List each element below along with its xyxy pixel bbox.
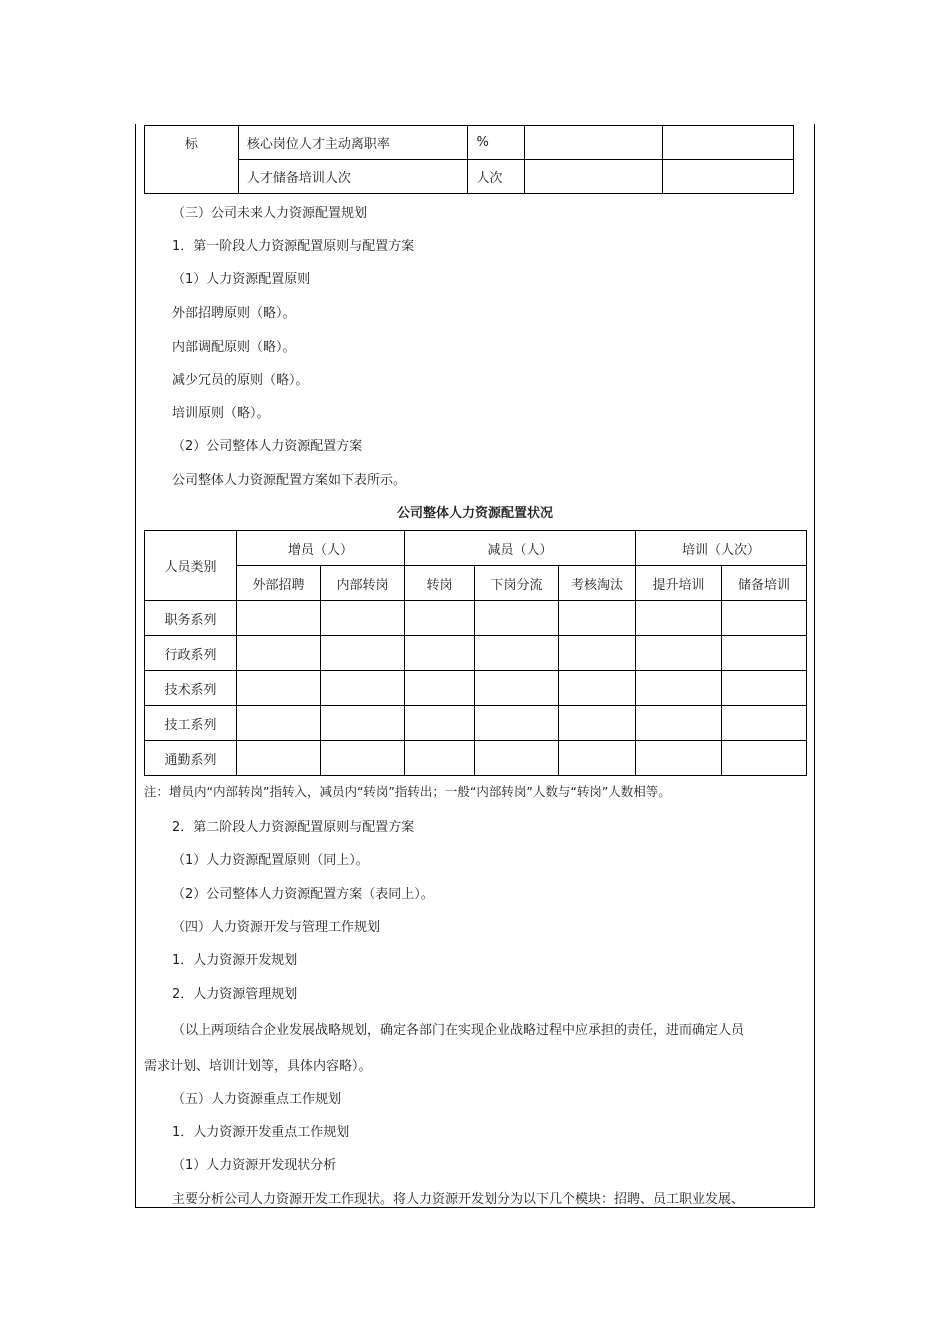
empty-cell <box>237 741 321 776</box>
empty-cell <box>636 671 722 706</box>
table-header-row <box>145 531 807 566</box>
subsection-heading: 1．第一阶段人力资源配置原则与配置方案 <box>172 239 415 254</box>
subsection-heading: （1）人力资源开发现状分析 <box>172 1158 337 1173</box>
header-group: 培训（人次） <box>636 531 807 566</box>
subsection-heading: （2）公司整体人力资源配置方案 <box>172 439 363 454</box>
empty-cell <box>525 126 663 160</box>
header-subhead: 转岗 <box>405 566 475 601</box>
table-row <box>145 601 807 636</box>
indicator-unit: % <box>468 126 525 160</box>
paragraph: 培训原则（略）。 <box>172 406 270 421</box>
subsection-heading: 1．人力资源开发重点工作规划 <box>172 1125 350 1140</box>
empty-cell <box>636 741 722 776</box>
row-label: 行政系列 <box>145 636 237 671</box>
section-heading: （四）人力资源开发与管理工作规划 <box>172 920 381 935</box>
empty-cell <box>636 636 722 671</box>
table-row <box>145 636 807 671</box>
empty-cell <box>237 636 321 671</box>
empty-cell <box>237 601 321 636</box>
table-row <box>145 126 794 160</box>
empty-cell <box>475 706 559 741</box>
table-note: 注：增员内“内部转岗”指转入，减员内“转岗”指转出；一般“内部转岗”人数与“转岗”人数相等。 <box>144 784 671 799</box>
paragraph: 需求计划、培训计划等，具体内容略）。 <box>144 1059 372 1074</box>
empty-cell <box>321 706 405 741</box>
empty-cell <box>559 741 636 776</box>
table-row <box>145 706 807 741</box>
indicator-table <box>144 125 794 194</box>
subsection-heading: 2．人力资源管理规划 <box>172 987 298 1002</box>
empty-cell <box>559 636 636 671</box>
section-heading: （五）人力资源重点工作规划 <box>172 1092 342 1107</box>
paragraph: 公司整体人力资源配置方案如下表所示。 <box>172 473 407 488</box>
empty-cell <box>405 706 475 741</box>
empty-cell <box>525 160 663 194</box>
row-label: 职务系列 <box>145 601 237 636</box>
paragraph: 主要分析公司人力资源开发工作现状。将人力资源开发划分为以下几个模块：招聘、员工职业发展、 <box>172 1192 745 1207</box>
header-subhead: 提升培训 <box>636 566 722 601</box>
empty-cell <box>636 706 722 741</box>
row-label: 技术系列 <box>145 671 237 706</box>
empty-cell <box>475 671 559 706</box>
header-subhead: 内部转岗 <box>321 566 405 601</box>
table-row <box>145 671 807 706</box>
table-header-row <box>145 566 807 601</box>
empty-cell <box>559 601 636 636</box>
empty-cell <box>559 671 636 706</box>
empty-cell <box>722 671 807 706</box>
indicator-name: 人才储备培训人次 <box>238 160 468 194</box>
paragraph: 外部招聘原则（略）。 <box>172 306 296 321</box>
empty-cell <box>321 741 405 776</box>
header-subhead: 外部招聘 <box>237 566 321 601</box>
subsection-heading: 2．第二阶段人力资源配置原则与配置方案 <box>172 820 415 835</box>
empty-cell <box>475 741 559 776</box>
empty-cell <box>237 706 321 741</box>
indicator-label-cell: 标 <box>145 126 239 194</box>
paragraph: （以上两项结合企业发展战略规划，确定各部门在实现企业战略过程中应承担的责任，进而确定人员 <box>172 1023 745 1038</box>
allocation-table <box>144 530 807 776</box>
paragraph: （2）公司整体人力资源配置方案（表同上）。 <box>172 887 434 902</box>
empty-cell <box>559 706 636 741</box>
table-row <box>145 741 807 776</box>
row-label: 技工系列 <box>145 706 237 741</box>
header-subhead: 下岗分流 <box>475 566 559 601</box>
empty-cell <box>405 636 475 671</box>
header-subhead: 储备培训 <box>722 566 807 601</box>
empty-cell <box>722 636 807 671</box>
subsection-heading: （1）人力资源配置原则 <box>172 272 311 287</box>
empty-cell <box>405 601 475 636</box>
empty-cell <box>475 636 559 671</box>
empty-cell <box>237 671 321 706</box>
empty-cell <box>722 601 807 636</box>
empty-cell <box>405 741 475 776</box>
header-category: 人员类别 <box>145 531 237 601</box>
empty-cell <box>321 636 405 671</box>
empty-cell <box>722 741 807 776</box>
table-row <box>145 160 794 194</box>
empty-cell <box>321 601 405 636</box>
paragraph: 减少冗员的原则（略）。 <box>172 373 309 388</box>
subsection-heading: 1．人力资源开发规划 <box>172 953 298 968</box>
paragraph: 内部调配原则（略）。 <box>172 340 296 355</box>
empty-cell <box>663 126 794 160</box>
section-heading: （三）公司未来人力资源配置规划 <box>172 206 368 221</box>
empty-cell <box>722 706 807 741</box>
header-group: 减员（人） <box>405 531 636 566</box>
empty-cell <box>405 671 475 706</box>
paragraph: （1）人力资源配置原则（同上）。 <box>172 853 369 868</box>
empty-cell <box>663 160 794 194</box>
empty-cell <box>636 601 722 636</box>
empty-cell <box>321 671 405 706</box>
table-title: 公司整体人力资源配置状况 <box>396 506 553 521</box>
empty-cell <box>475 601 559 636</box>
indicator-name: 核心岗位人才主动离职率 <box>238 126 468 160</box>
header-subhead: 考核淘汰 <box>559 566 636 601</box>
header-group: 增员（人） <box>237 531 405 566</box>
row-label: 通勤系列 <box>145 741 237 776</box>
indicator-unit: 人次 <box>468 160 525 194</box>
